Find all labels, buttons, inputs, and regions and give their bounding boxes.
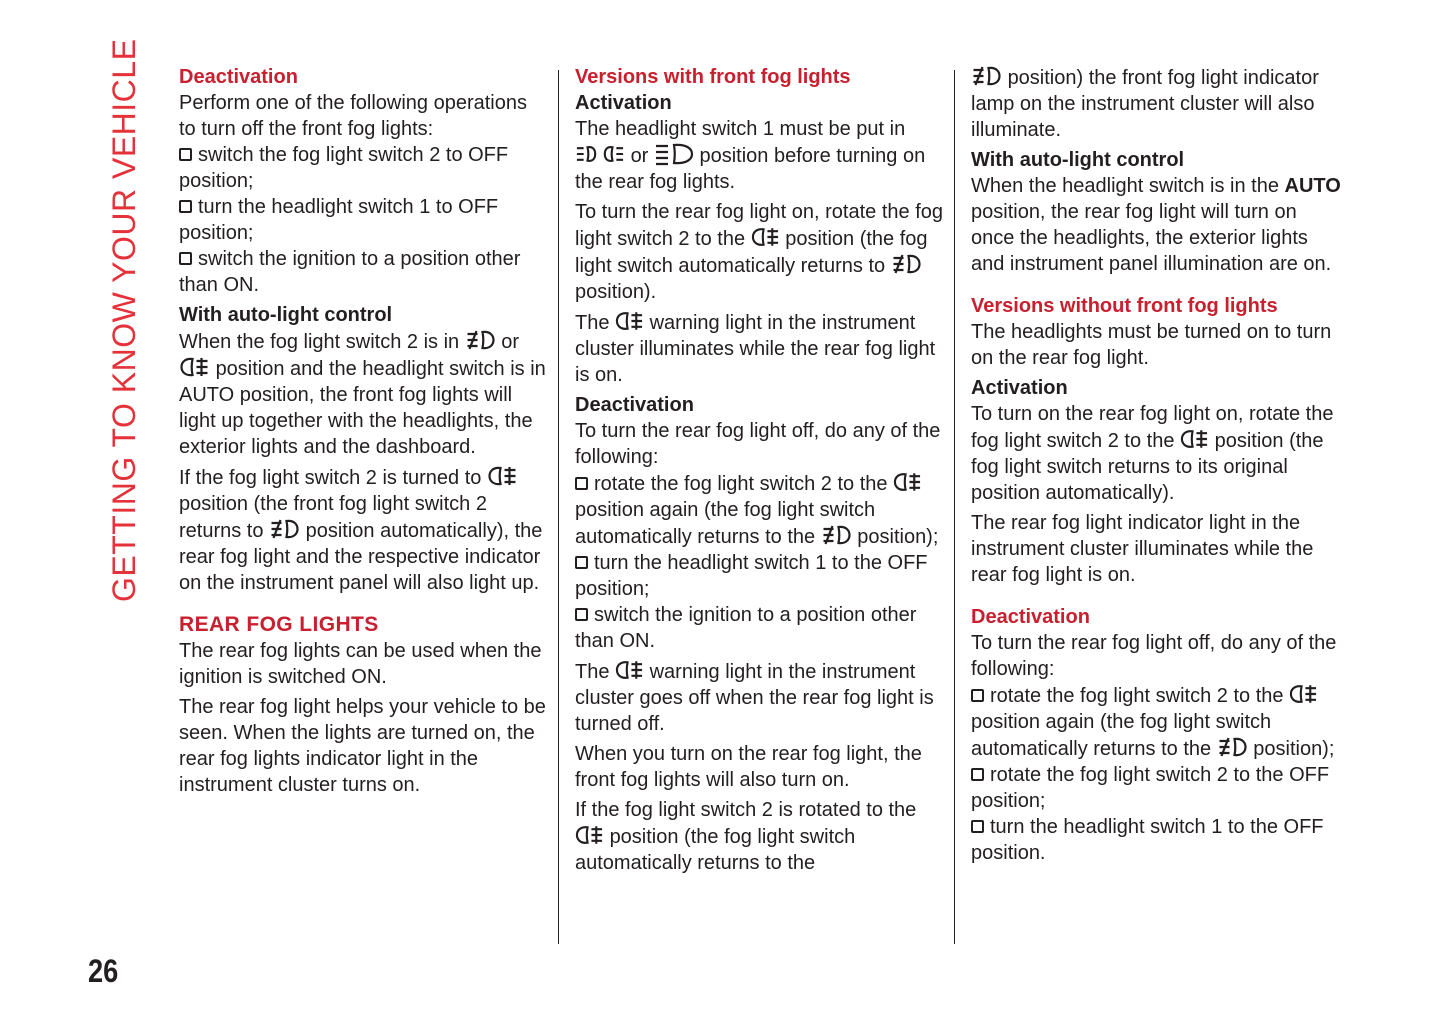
versions-with-front-fog-heading: Versions with front fog lights — [575, 66, 851, 88]
column-1 — [179, 64, 549, 802]
list-item — [575, 550, 945, 602]
front-fog-light-icon — [971, 64, 1002, 88]
deactivation-heading: Deactivation — [575, 394, 694, 416]
bullet-box-icon — [179, 252, 192, 265]
text-run: position) the front fog light indicator lamp on the instrument cluster will also illuminate. — [971, 67, 1319, 141]
text-run: position, the rear fog light will turn on once the headlights, the exterior lights and instrument panel illumination are on. — [971, 201, 1332, 275]
list-item — [971, 682, 1341, 762]
page-number: 26 — [88, 953, 119, 989]
text-run: If the fog light switch 2 is rotated to the — [575, 799, 917, 821]
list-item-text: rotate the fog light switch 2 to the OFF position; — [971, 764, 1330, 812]
text-run: position (the front fog light switch 2 returns to — [179, 493, 487, 542]
text-run: position); — [857, 526, 939, 548]
bullet-box-icon — [575, 608, 588, 621]
auto-light-heading: With auto-light control — [179, 304, 393, 326]
auto-light-paragraph — [179, 328, 549, 460]
text-run: To turn the rear fog light on, rotate the fog light switch 2 to the — [575, 201, 944, 250]
warning-light-paragraph — [575, 309, 945, 388]
bullet-box-icon — [971, 689, 984, 702]
text-run: The headlight switch 1 must be put in — [575, 118, 906, 140]
text-run: The — [575, 312, 610, 334]
activation-heading: Activation — [971, 377, 1068, 399]
list-item-text: switch the ignition to a position other than ON. — [179, 248, 521, 296]
text-run: position); — [1253, 738, 1335, 760]
bullet-box-icon — [179, 148, 192, 161]
warning-light-off-paragraph — [575, 658, 945, 737]
list-item — [575, 602, 945, 654]
bullet-box-icon — [179, 200, 192, 213]
text-run: warning light in the instrument cluster goes off when the rear fog light is turned off. — [575, 661, 934, 735]
text-run: rotate the fog light switch 2 to the — [990, 685, 1284, 707]
versions-paragraph: The headlights must be turned on to turn on the rear fog light. — [971, 321, 1332, 369]
rear-fog-light-icon — [615, 309, 644, 333]
deactivation-intro: To turn the rear fog light off, do any of the following: — [971, 632, 1337, 680]
text-run: position and the headlight switch is in AUTO position, the front fog lights will light up together with the headlights, the exterior lights and the dashboard. — [179, 358, 546, 458]
text-run: When the fog light switch 2 is in — [179, 331, 460, 353]
column-2 — [575, 64, 945, 880]
rear-fog-paragraph-2: The rear fog light helps your vehicle to be seen. When the lights are turned on, the rear fog lights indicator light in the instrument cluster turns on. — [179, 696, 546, 796]
front-fog-light-icon — [465, 328, 496, 352]
auto-light-heading: With auto-light control — [971, 149, 1185, 171]
text-run: If the fog light switch 2 is turned to — [179, 467, 482, 489]
sidebar-title-text: GETTING TO KNOW YOUR VEHICLE — [106, 38, 142, 602]
rear-fog-light-icon — [1180, 427, 1209, 451]
list-item-text: turn the headlight switch 1 to the OFF position; — [575, 552, 928, 600]
text-run: position before turning on the rear fog lights. — [575, 145, 926, 193]
text-run: or — [501, 331, 520, 353]
list-item — [575, 470, 945, 550]
list-item — [971, 814, 1341, 866]
rear-fog-light-icon — [615, 658, 644, 682]
list-item-text: turn the headlight switch 1 to the OFF position. — [971, 816, 1324, 864]
bullet-box-icon — [575, 556, 588, 569]
rear-fog-light-icon — [487, 464, 518, 488]
text-run: position (the fog light switch automatically returns to — [575, 228, 928, 277]
indicator-paragraph: The rear fog light indicator light in the instrument cluster illuminates while the rear fog light is on. — [971, 512, 1314, 586]
auto-keyword: AUTO — [1284, 175, 1341, 197]
auto-light-paragraph — [971, 173, 1341, 277]
text-run: position (the fog light switch automatically returns to the — [575, 826, 856, 874]
text-run: position automatically), the rear fog light and the respective indicator on the instrument panel will also light up. — [179, 520, 543, 594]
text-run: The — [575, 661, 610, 683]
dipped-beam-icon — [654, 142, 694, 166]
side-lights-icon — [575, 142, 625, 166]
column-3 — [971, 64, 1341, 866]
text-run: position again (the fog light switch automatically returns to the — [971, 711, 1272, 760]
continued-paragraph — [971, 64, 1341, 143]
section-sidebar-title — [104, 38, 144, 602]
front-fog-light-icon — [891, 252, 922, 276]
deactivation-heading: Deactivation — [179, 66, 298, 88]
if-rotated-paragraph — [575, 797, 945, 876]
rear-fog-paragraph-1: The rear fog lights can be used when the ignition is switched ON. — [179, 640, 542, 688]
front-fog-light-icon — [821, 523, 852, 547]
column-divider — [954, 70, 955, 944]
deactivation-heading: Deactivation — [971, 606, 1090, 628]
list-item — [971, 762, 1341, 814]
text-run: position again (the fog light switch automatically returns to the — [575, 499, 876, 548]
versions-without-front-fog-heading: Versions without front fog lights — [971, 295, 1278, 317]
rear-fog-light-icon — [751, 225, 780, 249]
rear-fog-light-icon — [893, 470, 922, 494]
deactivation-intro: To turn the rear fog light off, do any of the following: — [575, 420, 941, 468]
text-run: or — [630, 145, 649, 167]
list-item-text: switch the fog light switch 2 to OFF position; — [179, 144, 509, 192]
front-also-paragraph: When you turn on the rear fog light, the front fog lights will also turn on. — [575, 743, 922, 791]
front-fog-light-icon — [1217, 735, 1248, 759]
activation-paragraph — [971, 401, 1341, 506]
text-run: rotate the fog light switch 2 to the — [594, 473, 888, 495]
activation-heading: Activation — [575, 92, 672, 114]
text-run: position). — [575, 281, 657, 303]
list-item-text: turn the headlight switch 1 to OFF position; — [179, 196, 499, 244]
text-run: To turn on the rear fog light on, rotate the fog light switch 2 to the — [971, 403, 1334, 452]
turn-on-paragraph — [575, 199, 945, 305]
rear-fog-light-icon — [1289, 682, 1318, 706]
list-item — [179, 246, 549, 298]
column-divider — [558, 70, 559, 944]
deactivation-intro: Perform one of the following operations to turn off the front fog lights: — [179, 92, 527, 140]
list-item-text: switch the ignition to a position other than ON. — [575, 604, 917, 652]
list-item — [179, 142, 549, 194]
front-fog-light-icon — [269, 517, 300, 541]
text-run: position (the fog light switch returns to its original position automatically). — [971, 430, 1324, 504]
text-run: When the headlight switch is in the — [971, 175, 1279, 197]
if-turned-paragraph — [179, 464, 549, 596]
rear-fog-lights-heading: REAR FOG LIGHTS — [179, 613, 379, 636]
bullet-box-icon — [971, 820, 984, 833]
bullet-box-icon — [971, 768, 984, 781]
rear-fog-light-icon — [179, 355, 210, 379]
activation-paragraph — [575, 116, 945, 195]
list-item — [179, 194, 549, 246]
rear-fog-light-icon — [575, 823, 604, 847]
bullet-box-icon — [575, 477, 588, 490]
text-run: warning light in the instrument cluster illuminates while the rear fog light is on. — [575, 312, 936, 386]
